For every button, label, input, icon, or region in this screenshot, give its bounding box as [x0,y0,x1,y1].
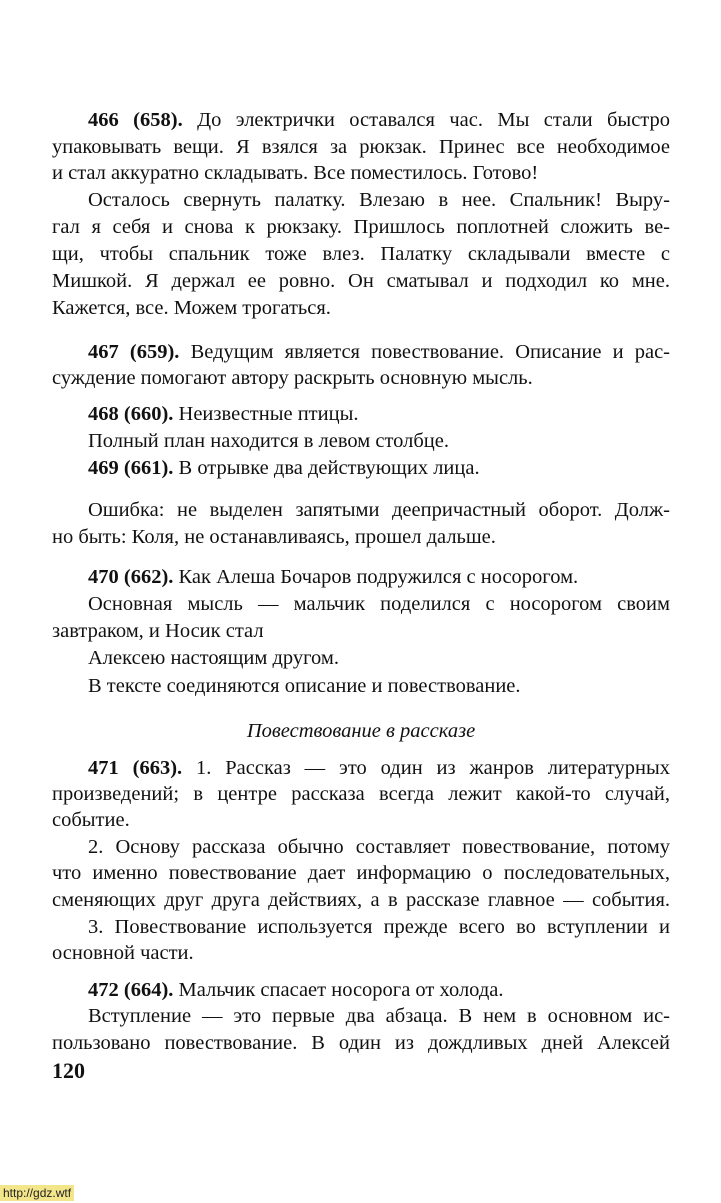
line-text: гал я себя и снова к рюкзаку. Пришлось поплотней сложить ве- [52,216,670,238]
line-text: событие. [52,809,130,831]
line-text: пользовано повествование. В один из дождливых дней Алексей [52,1032,670,1054]
page-number [52,1058,670,1084]
line-text: Вступление — это первые два абзаца. В нем в основном ис- [88,1005,670,1027]
source-url-label[interactable]: http://gdz.wtf [0,1185,74,1201]
text-line [52,339,670,365]
text-line [52,268,670,294]
text-line [52,497,670,523]
line-text: Ведущим является повествование. Описание и рас- [179,341,670,363]
line-text: 3. Повествование используется прежде всего во вступлении и [88,916,670,938]
text-line [52,401,670,427]
text-line [52,977,670,1003]
text-line [52,365,670,391]
line-text: Осталось свернуть палатку. Влезаю в нее. Спальник! Выру- [88,189,670,211]
line-text: 2. Основу рассказа обычно составляет повествование, потому [88,836,670,858]
line-text: В отрывке два действующих лица. [173,457,480,479]
line-text: завтраком, и Носик стал [52,620,264,642]
line-text: и стал аккуратно складывать. Все поместилось. Готово! [52,162,539,184]
line-text: До электрички оставался час. Мы стали быстро [182,109,670,131]
line-text: 120 [52,1058,85,1083]
line-text: упаковывать вещи. Я взялся за рюкзак. Принес все необходимое [52,136,670,158]
text-line [52,187,670,213]
section-heading [52,718,670,744]
line-text: но быть: Коля, не останавливаясь, прошел дальше. [52,526,496,548]
line-text: суждение помогают автору раскрыть основную мысль. [52,367,533,389]
text-line [52,524,670,550]
exercise-number: 470 (662). [88,566,174,588]
exercise-number: 469 (661). [88,457,174,479]
text-line [52,673,670,699]
line-text: 1. Рассказ — это один из жанров литературных [182,757,671,779]
text-line [52,618,670,644]
text-line [52,914,670,940]
text-line [52,455,670,481]
text-line [52,134,670,160]
line-text: Как Алеша Бочаров подружился с носорогом. [173,566,579,588]
exercise-number: 468 (660). [88,403,174,425]
line-text: Полный план находится в левом столбце. [88,430,449,452]
line-text: Кажется, все. Можем трогаться. [52,297,331,319]
line-text: Мишкой. Я держал ее ровно. Он сматывал и подходил ко мне. [52,270,670,292]
line-text: Основная мысль — мальчик поделился с носорогом своим [88,593,670,615]
exercise-number: 466 (658). [88,109,183,131]
line-text: сменяющих друг друга действиях, а в рассказе главное — события. [52,889,670,911]
exercise-number: 472 (664). [88,979,174,1001]
text-line [52,564,670,590]
text-line [52,834,670,860]
line-text: что именно повествование дает информацию о последовательных, [52,862,670,884]
line-text: Повествование в рассказе [246,720,476,742]
text-line [52,160,670,186]
text-line [52,807,670,833]
line-text: Неизвестные птицы. [173,403,359,425]
text-line [52,1003,670,1029]
text-line [52,591,670,617]
text-line [52,428,670,454]
text-line [52,755,670,781]
line-text: Мальчик спасает носорога от холода. [173,979,504,1001]
text-line [52,781,670,807]
line-text: В тексте соединяются описание и повествование. [88,675,521,697]
text-line [52,887,670,913]
line-text: щи, чтобы спальник тоже влез. Палатку складывали вместе с [52,243,670,265]
line-text: основной части. [52,942,194,964]
text-line [52,295,670,321]
text-line [52,1030,670,1056]
line-text: Алексею настоящим другом. [88,647,339,669]
text-line [52,645,670,671]
text-line [52,107,670,133]
line-text: произведений; в центре рассказа всегда лежит какой-то случай, [52,783,670,805]
exercise-number: 471 (663). [88,757,183,779]
line-text: Ошибка: не выделен запятыми деепричастный оборот. Долж- [88,499,670,521]
exercise-number: 467 (659). [88,341,180,363]
text-line [52,214,670,240]
text-line [52,940,670,966]
text-line [52,860,670,886]
text-line [52,241,670,267]
